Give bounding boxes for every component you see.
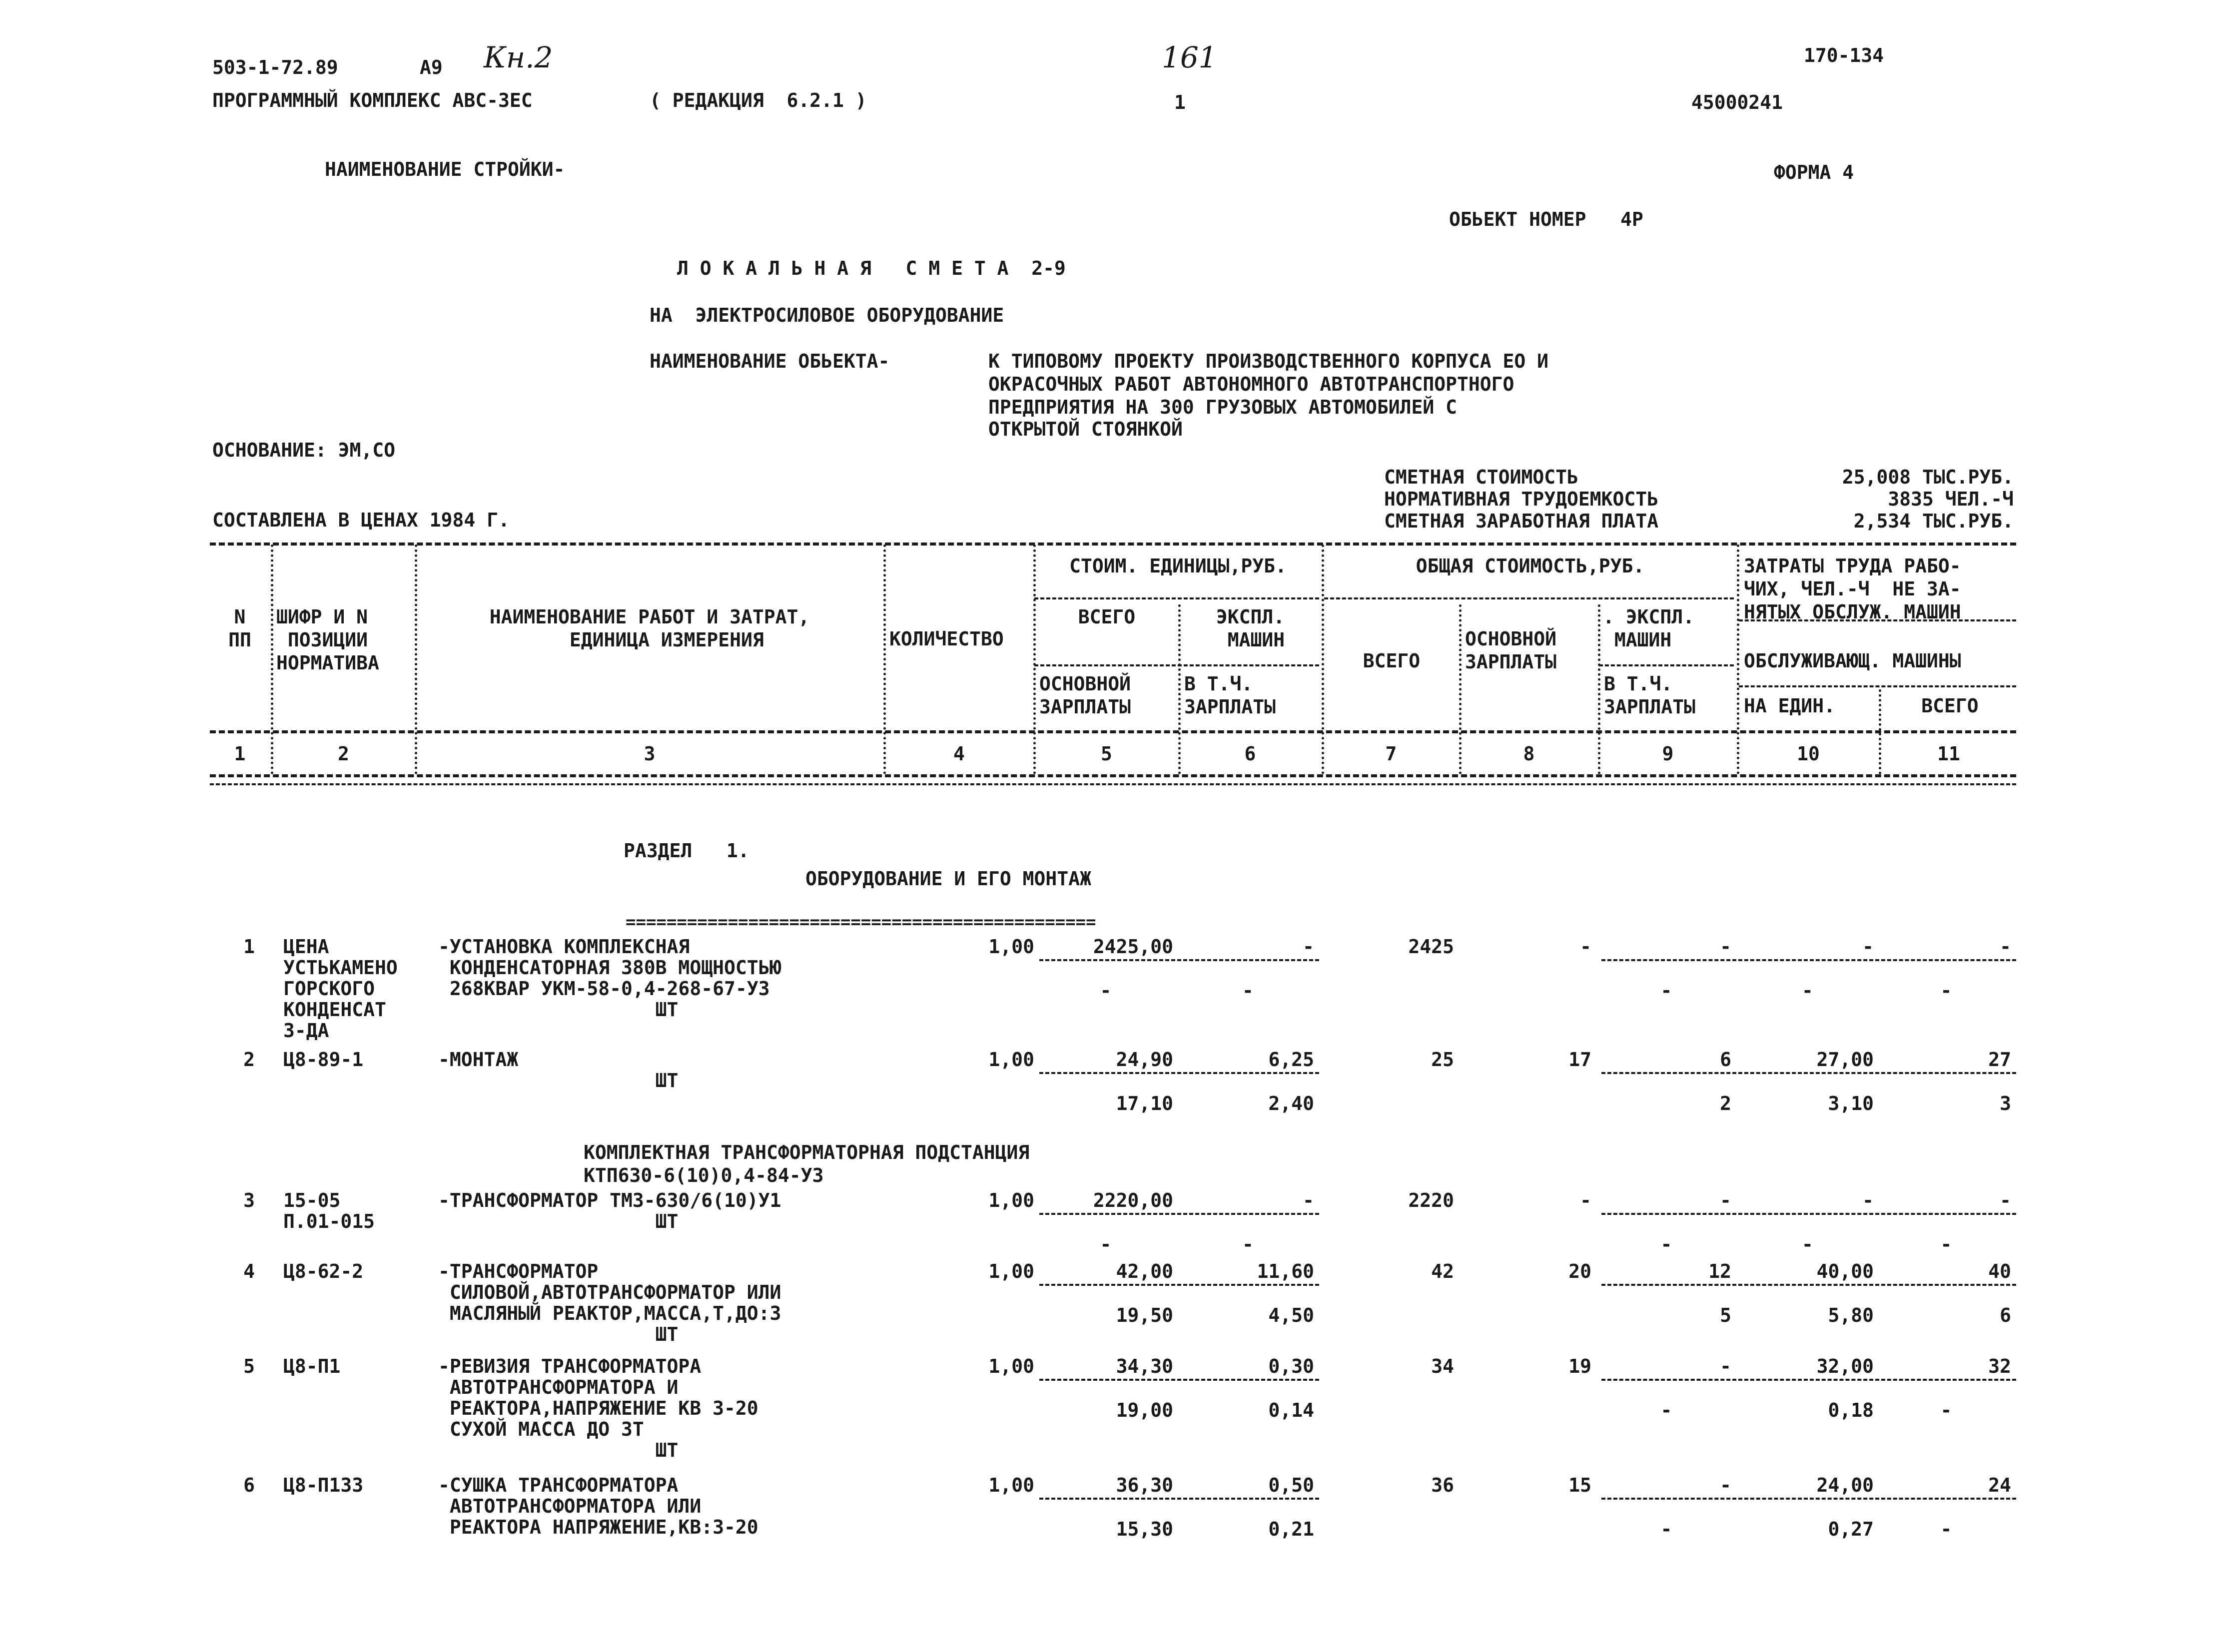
row-c9b: - <box>1660 980 1672 1002</box>
row-c6: 0,30 <box>1268 1355 1314 1377</box>
row-qty: 1,00 <box>988 1189 1034 1211</box>
header-subrule-unit <box>1034 597 1319 599</box>
subheading-line-2: КТП630-6(10)0,4-84-У3 <box>584 1164 824 1186</box>
col-number-7: 7 <box>1385 743 1397 765</box>
row-c9b: - <box>1660 1233 1672 1255</box>
row-c6: - <box>1303 936 1314 958</box>
row-code: ГОРСКОГО <box>283 978 375 1000</box>
row-name: 268КВАР УКМ-58-0,4-268-67-У3 <box>438 978 770 1000</box>
row-c11: 32 <box>1988 1355 2011 1377</box>
col-head-7: ВСЕГО <box>1363 650 1421 672</box>
summary-label-wages: СМЕТНАЯ ЗАРАБОТНАЯ ПЛАТА <box>1384 510 1659 532</box>
col-head-name: НАИМЕНОВАНИЕ РАБОТ И ЗАТРАТ, ЕДИНИЦА ИЗМЕРЕНИЯ <box>489 606 810 651</box>
row-c6: 11,60 <box>1257 1260 1314 1282</box>
row-divider-unit <box>1039 1072 1319 1074</box>
row-c9b: 2 <box>1720 1093 1731 1114</box>
row-c10: - <box>1862 1189 1874 1211</box>
section-rule: ============================================== <box>626 912 1096 932</box>
row-c7: 42 <box>1431 1260 1454 1282</box>
col-head-10: НА ЕДИН. <box>1744 695 1836 717</box>
estimate-subject: НА ЭЛЕКТРОСИЛОВОЕ ОБОРУДОВАНИЕ <box>650 304 1004 326</box>
col-head-labor-sub: ОБСЛУЖИВАЮЩ. МАШИНЫ <box>1744 650 1961 672</box>
summary-label-cost: СМЕТНАЯ СТОИМОСТЬ <box>1384 466 1578 488</box>
row-divider-labor <box>1601 1498 2016 1500</box>
row-name: -ТРАНСФОРМАТОР <box>438 1260 599 1282</box>
col-head-9-top: . ЭКСПЛ. МАШИН <box>1603 606 1695 651</box>
row-c5: 2220,00 <box>1093 1189 1173 1211</box>
construction-label: НАИМЕНОВАНИЕ СТРОЙКИ- <box>325 158 565 180</box>
row-c11b: - <box>1940 1399 1952 1421</box>
row-c6: - <box>1303 1189 1314 1211</box>
row-number: 5 <box>243 1355 255 1377</box>
summary-value-cost: 25,008 ТЫС.РУБ. <box>1842 466 2014 488</box>
col-head-labor: ЗАТРАТЫ ТРУДА РАБО- ЧИХ, ЧЕЛ.-Ч НЕ ЗА- НЯТЫХ ОБСЛУЖ. МАШИН <box>1744 555 1961 623</box>
row-c5: 42,00 <box>1116 1260 1173 1282</box>
row-c10b: - <box>1802 1233 1813 1255</box>
row-c5b: 19,00 <box>1116 1399 1173 1421</box>
row-c11b: - <box>1940 980 1952 1002</box>
object-label: НАИМЕНОВАНИЕ ОБЬЕКТА- <box>650 350 890 372</box>
col-head-5-top: ВСЕГО <box>1078 606 1136 628</box>
col-head-qty: КОЛИЧЕСТВО <box>889 628 1004 650</box>
row-name: -МОНТАЖ <box>438 1049 519 1071</box>
col-head-code: ШИФР И N ПОЗИЦИИ НОРМАТИВА <box>276 606 379 674</box>
row-number: 3 <box>243 1189 255 1211</box>
col-head-6-bottom: В Т.Ч. ЗАРПЛАТЫ <box>1184 673 1276 718</box>
object-line-4: ОТКРЫТОЙ СТОЯНКОЙ <box>988 418 1183 440</box>
header-rule-numbers <box>210 774 2016 777</box>
row-c6b: 2,40 <box>1268 1093 1314 1114</box>
col-head-9-bottom: В Т.Ч. ЗАРПЛАТЫ <box>1604 673 1696 718</box>
col-number-1: 1 <box>234 743 246 765</box>
row-code: ЦЕНА <box>283 936 329 958</box>
row-c10: - <box>1862 936 1874 958</box>
row-name: РЕАКТОРА,НАПРЯЖЕНИЕ КВ 3-20 <box>438 1397 758 1419</box>
row-code: Ц8-62-2 <box>283 1260 364 1282</box>
row-name: -ТРАНСФОРМАТОР ТМЗ-630/6(10)У1 <box>438 1189 781 1211</box>
row-name: ШТ <box>438 1210 679 1232</box>
col-head-5-bottom: ОСНОВНОЙ ЗАРПЛАТЫ <box>1039 673 1131 718</box>
row-qty: 1,00 <box>988 1049 1034 1071</box>
row-c9: - <box>1720 1355 1731 1377</box>
row-name: РЕАКТОРА НАПРЯЖЕНИЕ,КВ:3-20 <box>438 1516 758 1538</box>
row-c5b: - <box>1100 1233 1112 1255</box>
object-line-2: ОКРАСОЧНЫХ РАБОТ АВТОНОМНОГО АВТОТРАНСПОРТНОГО <box>988 373 1514 395</box>
row-c6: 0,50 <box>1268 1474 1314 1496</box>
row-c7: 36 <box>1431 1474 1454 1496</box>
row-c9: 6 <box>1720 1049 1731 1071</box>
row-c10b: - <box>1802 980 1813 1002</box>
row-c5b: 15,30 <box>1116 1518 1173 1540</box>
row-c6b: 4,50 <box>1268 1304 1314 1326</box>
row-c10: 32,00 <box>1816 1355 1874 1377</box>
summary-value-labor: 3835 ЧЕЛ.-Ч <box>1888 488 2014 510</box>
col-head-npp: N ПП <box>228 606 251 651</box>
row-c8: - <box>1580 936 1591 958</box>
row-name: АВТОТРАНСФОРМАТОРА ИЛИ <box>438 1495 702 1517</box>
row-c5: 24,90 <box>1116 1049 1173 1071</box>
doc-code: 503-1-72.89 <box>212 56 338 78</box>
row-code: КОНДЕНСАТ <box>283 999 386 1021</box>
row-c7: 34 <box>1431 1355 1454 1377</box>
col-sep-4 <box>1033 545 1036 774</box>
row-number: 6 <box>243 1474 255 1496</box>
row-c6: 6,25 <box>1268 1049 1314 1071</box>
row-c6b: 0,21 <box>1268 1518 1314 1540</box>
col-number-8: 8 <box>1523 743 1535 765</box>
row-c11: 27 <box>1988 1049 2011 1071</box>
row-c11b: 6 <box>2000 1304 2011 1326</box>
col-number-5: 5 <box>1101 743 1112 765</box>
row-c9b: 5 <box>1720 1304 1731 1326</box>
row-name: КОНДЕНСАТОРНАЯ 380В МОЩНОСТЬЮ <box>438 957 781 979</box>
row-c10b: 3,10 <box>1828 1093 1874 1114</box>
row-number: 2 <box>243 1049 255 1071</box>
row-code: 3-ДА <box>283 1020 329 1042</box>
ident-number: 45000241 <box>1691 91 1783 113</box>
row-divider-labor <box>1601 959 2016 961</box>
basis: ОСНОВАНИЕ: ЭМ,СО <box>212 439 396 461</box>
col-number-3: 3 <box>644 743 656 765</box>
row-code: Ц8-П133 <box>283 1474 364 1496</box>
row-divider-unit <box>1039 1379 1319 1381</box>
row-code: УСТЬКАМЕНО <box>283 957 398 979</box>
row-c11b: - <box>1940 1233 1952 1255</box>
row-name: -УСТАНОВКА КОМПЛЕКСНАЯ <box>438 936 690 958</box>
row-name: ШТ <box>438 1439 679 1461</box>
row-divider-labor <box>1601 1284 2016 1286</box>
col-sep-3 <box>883 545 886 774</box>
sheet-number: 1 <box>1174 91 1186 113</box>
row-divider-unit <box>1039 1213 1319 1215</box>
estimate-title: Л О К А Л Ь Н А Я С М Е Т А 2-9 <box>677 257 1066 279</box>
row-c8: 15 <box>1568 1474 1591 1496</box>
header-subrule-labor-2 <box>1739 685 2016 687</box>
row-c11: 40 <box>1988 1260 2011 1282</box>
row-qty: 1,00 <box>988 1355 1034 1377</box>
row-c8: - <box>1580 1189 1591 1211</box>
summary-label-labor: НОРМАТИВНАЯ ТРУДОЕМКОСТЬ <box>1384 488 1659 510</box>
row-c9b: - <box>1660 1518 1672 1540</box>
header-subrule-unit-2 <box>1034 664 1319 666</box>
row-code: 15-05 <box>283 1189 341 1211</box>
row-c5: 36,30 <box>1116 1474 1173 1496</box>
row-c11: - <box>2000 1189 2011 1211</box>
row-c10: 40,00 <box>1816 1260 1874 1282</box>
col-number-4: 4 <box>953 743 965 765</box>
row-c7: 2220 <box>1408 1189 1454 1211</box>
album: А9 <box>420 56 443 78</box>
col-head-unit-cost: СТОИМ. ЕДИНИЦЫ,РУБ. <box>1069 555 1287 577</box>
row-c7: 25 <box>1431 1049 1454 1071</box>
row-c11b: - <box>1940 1518 1952 1540</box>
summary-value-wages: 2,534 ТЫС.РУБ. <box>1853 510 2014 532</box>
row-c5b: 19,50 <box>1116 1304 1173 1326</box>
form-label: ФОРМА 4 <box>1774 161 1854 183</box>
row-divider-unit <box>1039 1498 1319 1500</box>
row-divider-labor <box>1601 1213 2016 1215</box>
header-subrule-total <box>1324 597 1734 599</box>
col-head-total-cost: ОБЩАЯ СТОИМОСТЬ,РУБ. <box>1416 555 1645 577</box>
row-qty: 1,00 <box>988 1260 1034 1282</box>
row-c10b: 5,80 <box>1828 1304 1874 1326</box>
row-c11: - <box>2000 936 2011 958</box>
row-qty: 1,00 <box>988 936 1034 958</box>
row-c7: 2425 <box>1408 936 1454 958</box>
object-number: ОБЬЕКТ НОМЕР 4Р <box>1449 208 1643 230</box>
row-c11b: 3 <box>2000 1093 2011 1114</box>
col-number-9: 9 <box>1662 743 1674 765</box>
row-qty: 1,00 <box>988 1474 1034 1496</box>
row-c10: 27,00 <box>1816 1049 1874 1071</box>
row-c6b: 0,14 <box>1268 1399 1314 1421</box>
col-sep-9 <box>1737 545 1739 774</box>
row-c9: - <box>1720 1474 1731 1496</box>
col-sep-2 <box>415 545 417 774</box>
program-name: ПРОГРАММНЫЙ КОМПЛЕКС АВС-3ЕС <box>212 89 533 111</box>
subheading-line-1: КОМПЛЕКТНАЯ ТРАНСФОРМАТОРНАЯ ПОДСТАНЦИЯ <box>584 1141 1030 1163</box>
edition: ( РЕДАКЦИЯ 6.2.1 ) <box>650 89 867 111</box>
row-c8: 20 <box>1568 1260 1591 1282</box>
row-divider-labor <box>1601 1379 2016 1381</box>
row-c6b: - <box>1242 980 1254 1002</box>
row-divider-labor <box>1601 1072 2016 1074</box>
row-name: МАСЛЯНЫЙ РЕАКТОР,МАССА,Т,ДО:3 <box>438 1302 781 1324</box>
row-name: СУХОЙ МАССА ДО 3Т <box>438 1418 644 1440</box>
row-c9: - <box>1720 1189 1731 1211</box>
row-name: ШТ <box>438 1070 679 1092</box>
row-c9: 12 <box>1708 1260 1731 1282</box>
col-number-2: 2 <box>338 743 349 765</box>
section-title: РАЗДЕЛ 1. <box>624 840 749 862</box>
row-c8: 19 <box>1568 1355 1591 1377</box>
row-name: -СУШКА ТРАНСФОРМАТОРА <box>438 1474 679 1496</box>
row-code: Ц8-П1 <box>283 1355 341 1377</box>
object-line-1: К ТИПОВОМУ ПРОЕКТУ ПРОИЗВОДСТВЕННОГО КОРПУСА ЕО И <box>988 350 1549 372</box>
row-c5b: - <box>1100 980 1112 1002</box>
col-sep-6 <box>1322 545 1324 774</box>
col-number-10: 10 <box>1797 743 1820 765</box>
row-c5: 2425,00 <box>1093 936 1173 958</box>
col-head-11: ВСЕГО <box>1921 695 1979 717</box>
header-rule-top <box>210 543 2016 546</box>
section-name: ОБОРУДОВАНИЕ И ЕГО МОНТАЖ <box>805 868 1091 890</box>
row-divider-unit <box>1039 959 1319 961</box>
col-number-6: 6 <box>1244 743 1256 765</box>
row-c10: 24,00 <box>1816 1474 1874 1496</box>
sheet-code: 170-134 <box>1804 44 1884 66</box>
row-number: 1 <box>243 936 255 958</box>
row-c6b: - <box>1242 1233 1254 1255</box>
col-head-8: ОСНОВНОЙ ЗАРПЛАТЫ <box>1465 628 1557 673</box>
row-name: СИЛОВОЙ,АВТОТРАНСФОРМАТОР ИЛИ <box>438 1281 781 1303</box>
row-name: -РЕВИЗИЯ ТРАНСФОРМАТОРА <box>438 1355 702 1377</box>
row-c5b: 17,10 <box>1116 1093 1173 1114</box>
header-rule-bottom <box>210 783 2016 785</box>
row-divider-unit <box>1039 1284 1319 1286</box>
row-c5: 34,30 <box>1116 1355 1173 1377</box>
page-number: 161 <box>1162 40 1217 74</box>
row-name: АВТОТРАНСФОРМАТОРА И <box>438 1376 679 1398</box>
row-name: ШТ <box>438 999 679 1021</box>
row-number: 4 <box>243 1260 255 1282</box>
row-c10b: 0,27 <box>1828 1518 1874 1540</box>
row-name: ШТ <box>438 1323 679 1345</box>
row-c8: 17 <box>1568 1049 1591 1071</box>
row-c9b: - <box>1660 1399 1672 1421</box>
row-c9: - <box>1720 936 1731 958</box>
row-code: Ц8-89-1 <box>283 1049 364 1071</box>
object-line-3: ПРЕДПРИЯТИЯ НА 300 ГРУЗОВЫХ АВТОМОБИЛЕЙ С <box>988 396 1457 418</box>
book-number: Кн.2 <box>484 40 553 74</box>
row-code: П.01-015 <box>283 1210 375 1232</box>
price-base: СОСТАВЛЕНА В ЦЕНАХ 1984 Г. <box>212 509 510 531</box>
header-subrule-total-2 <box>1599 664 1734 666</box>
row-c11: 24 <box>1988 1474 2011 1496</box>
row-c10b: 0,18 <box>1828 1399 1874 1421</box>
col-sep-1 <box>271 545 273 774</box>
col-number-11: 11 <box>1937 743 1960 765</box>
col-head-6-top: ЭКСПЛ. МАШИН <box>1216 606 1285 651</box>
header-rule-mid <box>210 730 2016 733</box>
